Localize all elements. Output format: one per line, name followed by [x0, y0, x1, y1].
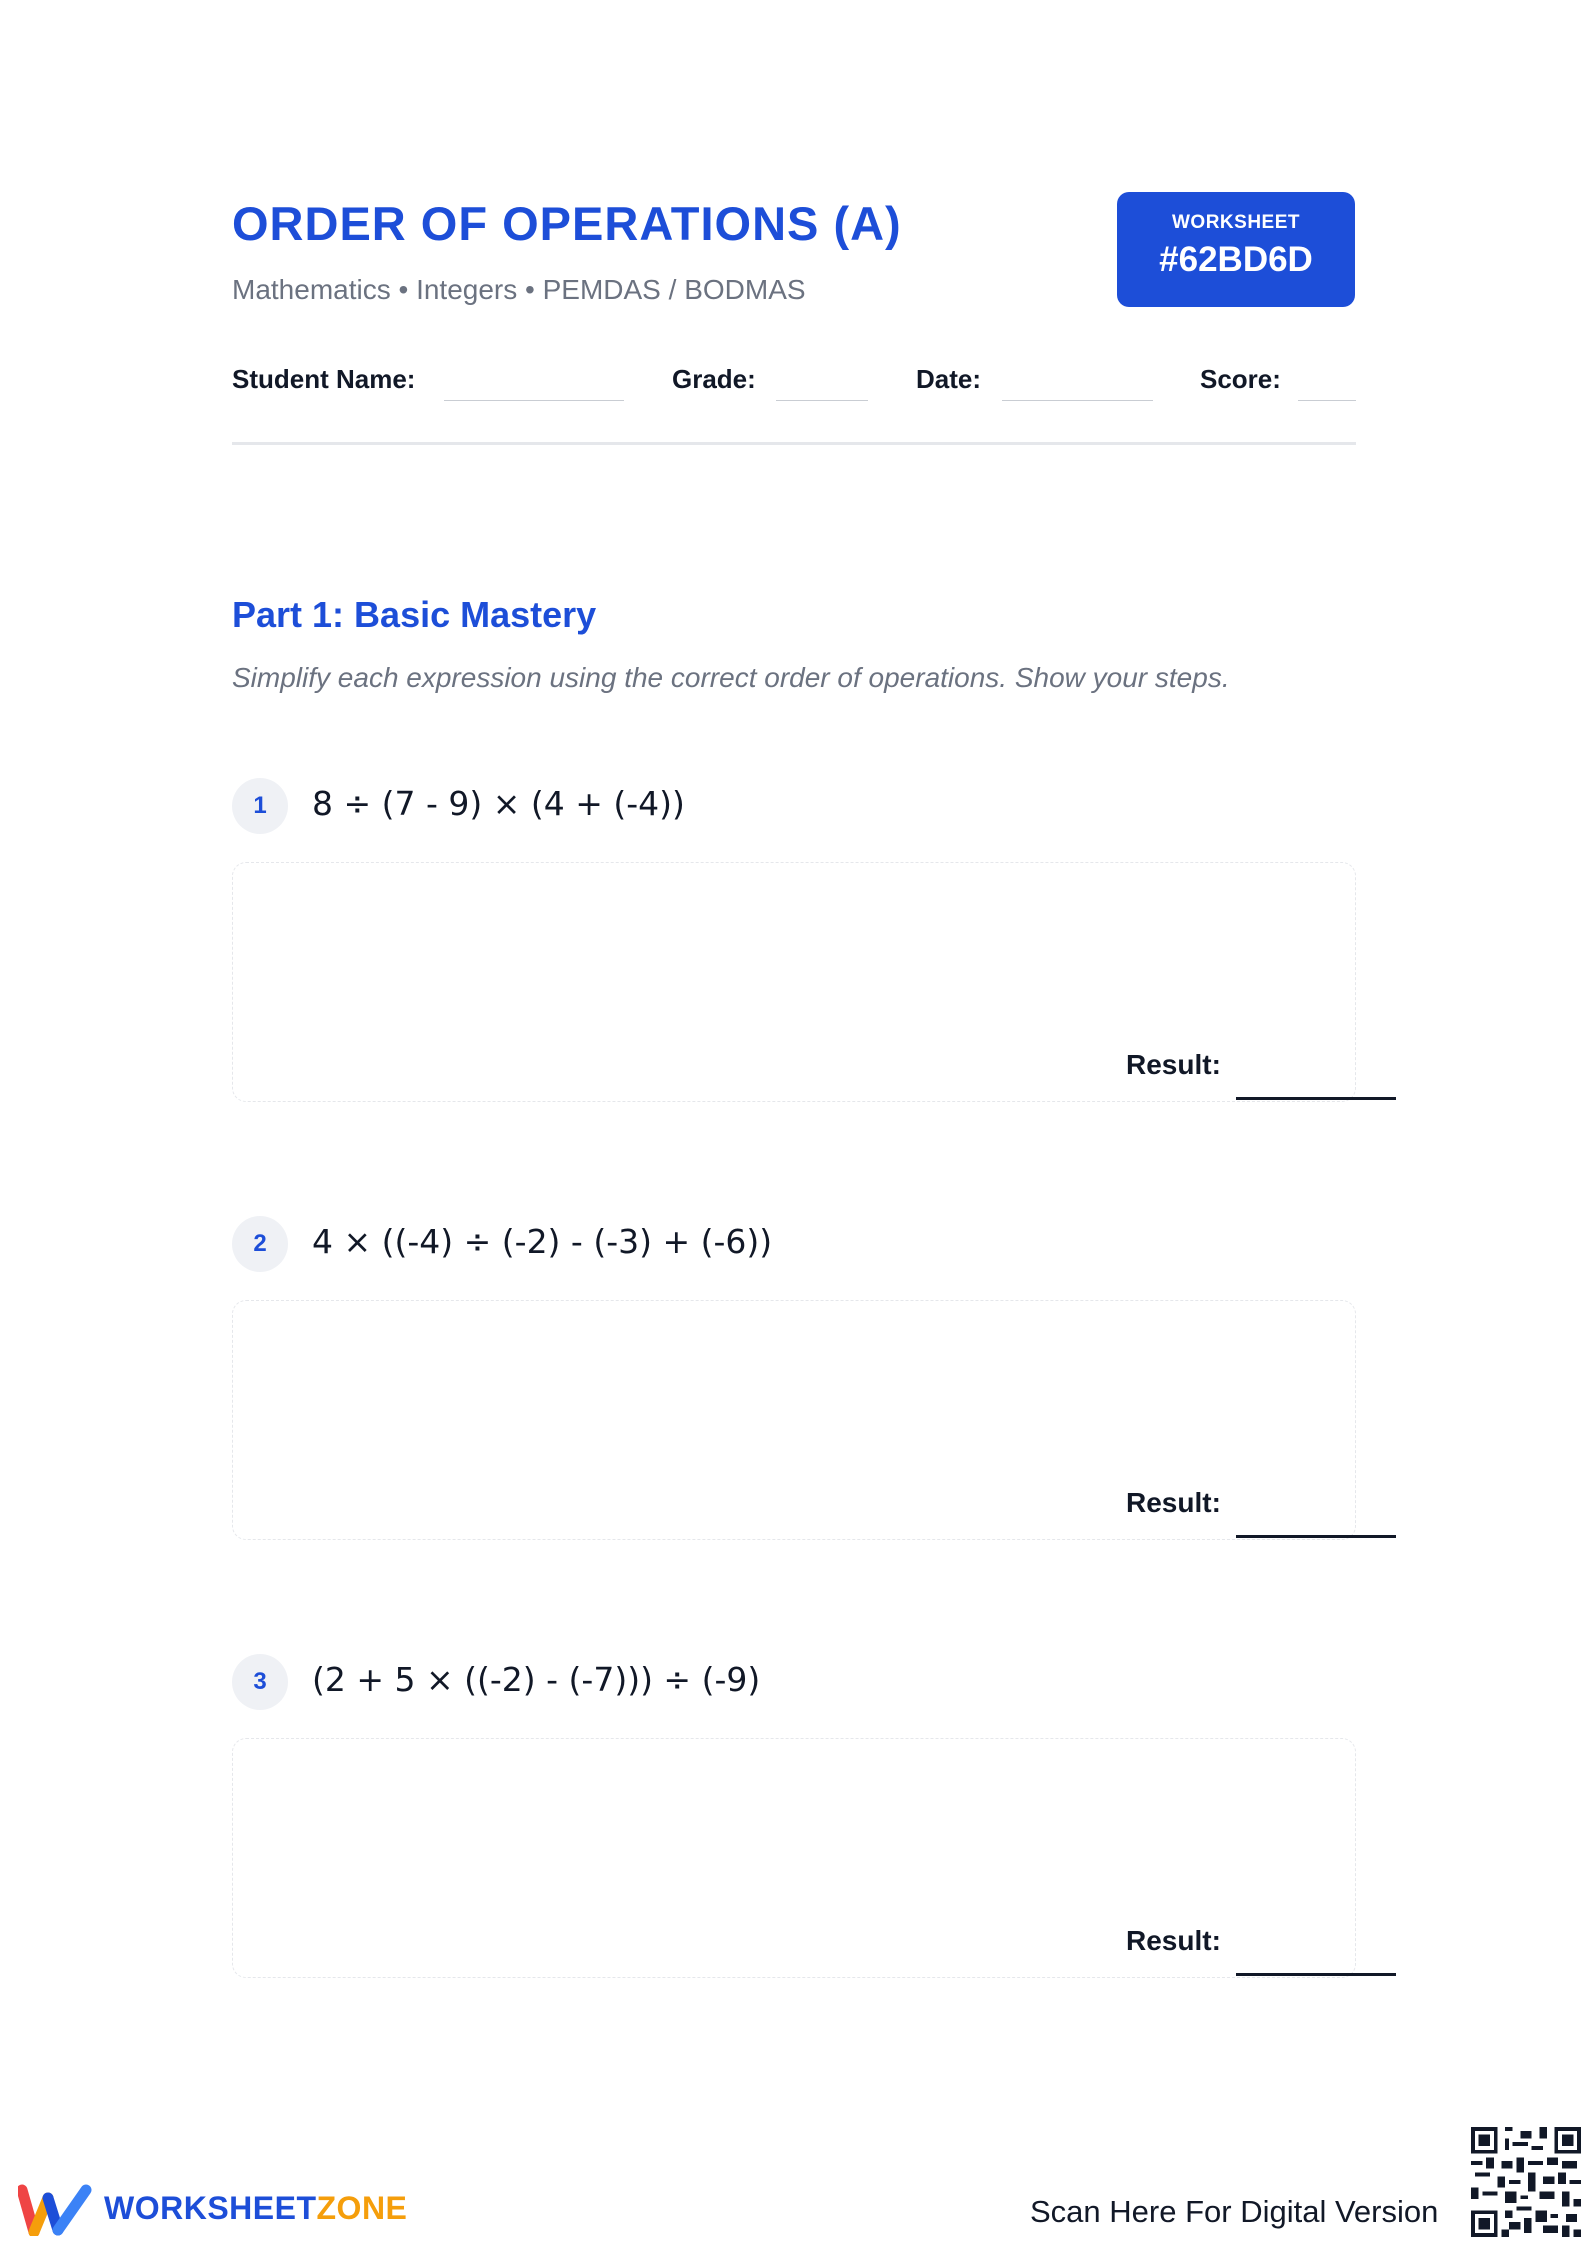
grade-label: Grade:: [672, 364, 756, 394]
problem-number-badge: 2: [232, 1216, 288, 1272]
problem-expression: (2 + 5 × ((-2) - (-7))) ÷ (-9): [312, 1660, 761, 1699]
badge-label: WORKSHEET: [1172, 212, 1300, 233]
qr-code-icon[interactable]: [1471, 2127, 1581, 2237]
problem-expression: 4 × ((-4) ÷ (-2) - (-3) + (-6)): [312, 1222, 773, 1261]
worksheet-title: ORDER OF OPERATIONS (A): [232, 197, 902, 250]
scan-caption: Scan Here For Digital Version: [1030, 2194, 1439, 2229]
badge-id: #62BD6D: [1159, 240, 1313, 279]
student-name-field[interactable]: [444, 400, 624, 401]
header-divider: [232, 442, 1356, 445]
date-label: Date:: [916, 364, 982, 394]
result-answer-line[interactable]: [1236, 1973, 1396, 1976]
problem-expression: 8 ÷ (7 - 9) × (4 + (-4)): [312, 784, 685, 823]
score-field[interactable]: [1298, 400, 1356, 401]
part-title: Part 1: Basic Mastery: [232, 594, 597, 635]
worksheetzone-logo-icon: [18, 2184, 93, 2236]
problem-item: [232, 778, 1356, 1178]
result-answer-line[interactable]: [1236, 1097, 1396, 1100]
part-instructions: Simplify each expression using the correct order of operations. Show your steps.: [232, 662, 1230, 693]
problem-item: [232, 1654, 1356, 2054]
grade-field[interactable]: [776, 400, 868, 401]
score-label: Score:: [1200, 364, 1281, 394]
problem-item: [232, 1216, 1356, 1616]
date-field[interactable]: [1002, 400, 1153, 401]
result-label: Result:: [1126, 1487, 1221, 1518]
result-answer-line[interactable]: [1236, 1535, 1396, 1538]
problem-number-badge: 3: [232, 1654, 288, 1710]
problem-number-badge: 1: [232, 778, 288, 834]
worksheet-id-badge: [1117, 192, 1355, 307]
brand-wordmark: WORKSHEETZONE: [104, 2190, 408, 2226]
result-label: Result:: [1126, 1049, 1221, 1080]
student-name-label: Student Name:: [232, 364, 416, 394]
worksheet-subtitle: Mathematics • Integers • PEMDAS / BODMAS: [232, 274, 806, 305]
result-label: Result:: [1126, 1925, 1221, 1956]
